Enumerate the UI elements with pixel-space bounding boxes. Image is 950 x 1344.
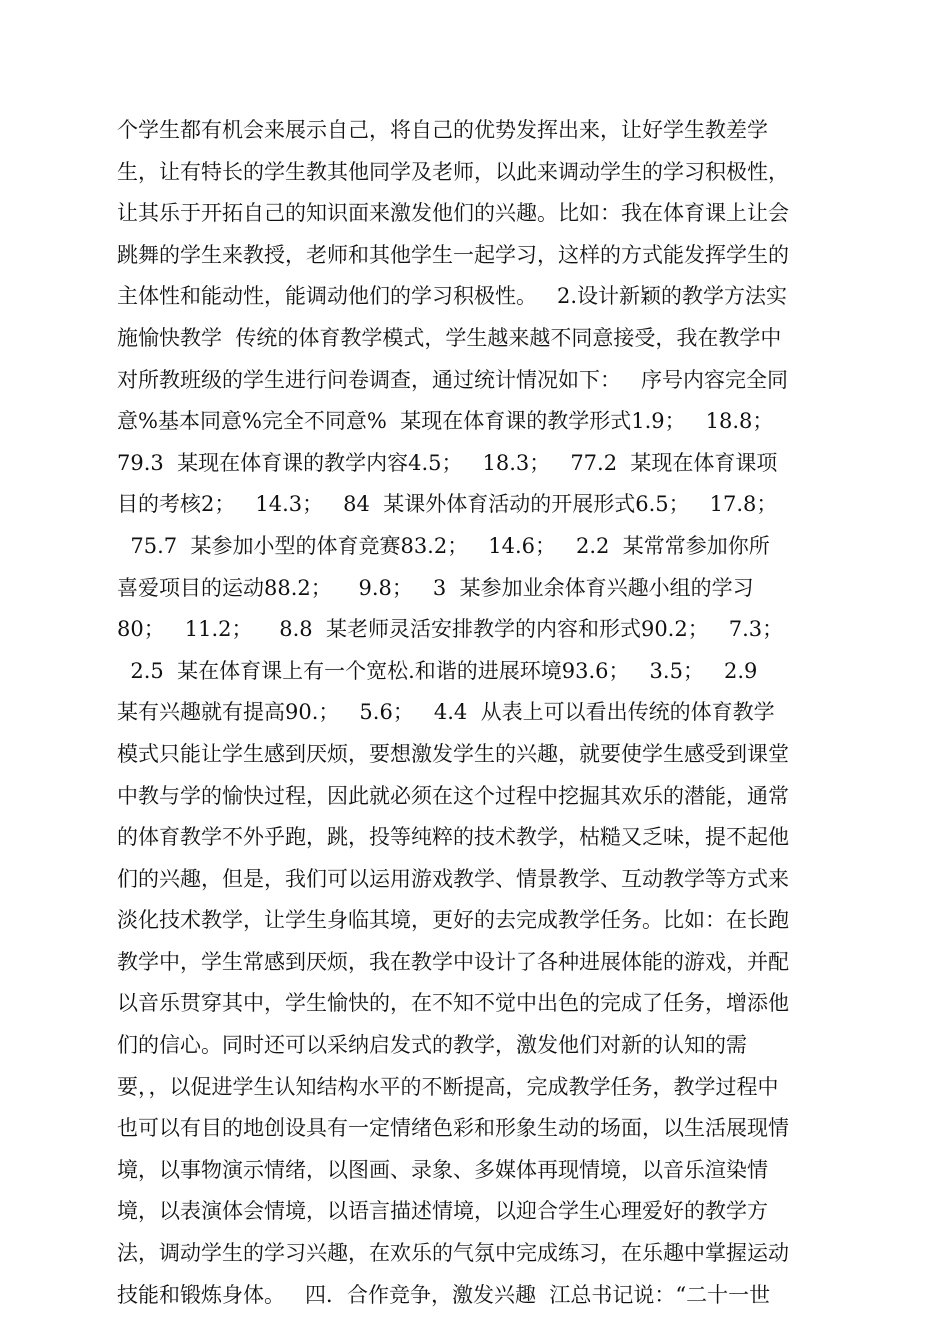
- text-line: 某有兴趣就有提高90.； 5.6； 4.4 从表上可以看出传统的体育教学: [117, 700, 775, 725]
- text-line: 们的兴趣，但是，我们可以运用游戏教学、情景教学、互动教学等方式来: [117, 866, 789, 891]
- text-line: 法，调动学生的学习兴趣，在欢乐的气氛中完成练习，在乐趣中掌握运动: [117, 1241, 789, 1266]
- text-line: 喜爱项目的运动88.2； 9.8； 3 某参加业余体育兴趣小组的学习: [117, 575, 754, 600]
- text-line: 80； 11.2； 8.8 某老师灵活安排教学的内容和形式90.2； 7.3；: [117, 617, 784, 642]
- text-line: 意%基本同意%完全不同意% 某现在体育课的教学形式1.9； 18.8；: [117, 409, 774, 434]
- text-line: 的体育教学不外乎跑，跳，投等纯粹的技术教学，枯糙又乏味，提不起他: [117, 825, 789, 850]
- text-line: 2.5 某在体育课上有一个宽松.和谐的进展环境93.6； 3.5； 2.9: [117, 658, 758, 683]
- text-line: 对所教班级的学生进行问卷调查，通过统计情况如下： 序号内容完全同: [117, 367, 789, 392]
- text-line: 们的信心。同时还可以采纳启发式的教学，激发他们对新的认知的需: [117, 1033, 747, 1058]
- text-line: 淡化技术教学，让学生身临其境，更好的去完成教学任务。比如：在长跑: [117, 908, 789, 933]
- text-line: 以音乐贯穿其中，学生愉快的，在不知不觉中出色的完成了任务，增添他: [117, 991, 789, 1016]
- text-line: 也可以有目的地创设具有一定情绪色彩和形象生动的场面，以生活展现情: [117, 1116, 789, 1141]
- text-line: 主体性和能动性，能调动他们的学习积极性。 2.设计新颖的教学方法实: [117, 284, 788, 309]
- text-line: 75.7 某参加小型的体育竞赛83.2； 14.6； 2.2 某常常参加你所: [117, 533, 770, 558]
- text-line: 模式只能让学生感到厌烦，要想激发学生的兴趣，就要使学生感受到课堂: [117, 741, 789, 766]
- text-line: 生，让有特长的学生教其他同学及老师，以此来调动学生的学习积极性，: [117, 159, 789, 184]
- text-line: 境，以表演体会情境，以语言描述情境，以迎合学生心理爱好的教学方: [117, 1199, 768, 1224]
- text-line: 教学中，学生常感到厌烦，我在教学中设计了各种进展体能的游戏，并配: [117, 949, 789, 974]
- text-line: 让其乐于开拓自己的知识面来激发他们的兴趣。比如：我在体育课上让会: [117, 201, 789, 226]
- text-line: 目的考核2； 14.3； 84 某课外体育活动的开展形式6.5； 17.8；: [117, 492, 778, 517]
- body-text: [117, 110, 847, 1316]
- text-line: 个学生都有机会来展示自己，将自己的优势发挥出来，让好学生教差学: [117, 118, 768, 142]
- text-line: 79.3 某现在体育课的教学内容4.5； 18.3； 77.2 某现在体育课项: [117, 450, 778, 475]
- text-line: 境，以事物演示情绪，以图画、录象、多媒体再现情境，以音乐渲染情: [117, 1157, 768, 1182]
- text-line: 技能和锻炼身体。 四．合作竞争，激发兴趣 江总书记说：“二十一世: [117, 1282, 771, 1307]
- text-line: 中教与学的愉快过程，因此就必须在这个过程中挖掘其欢乐的潜能，通常: [117, 783, 789, 808]
- text-line: 要，，以促进学生认知结构水平的不断提高，完成教学任务，教学过程中: [117, 1074, 779, 1099]
- text-line: 施愉快教学 传统的体育教学模式，学生越来越不同意接受，我在教学中: [117, 325, 782, 350]
- text-line: 跳舞的学生来教授，老师和其他学生一起学习，这样的方式能发挥学生的: [117, 242, 789, 267]
